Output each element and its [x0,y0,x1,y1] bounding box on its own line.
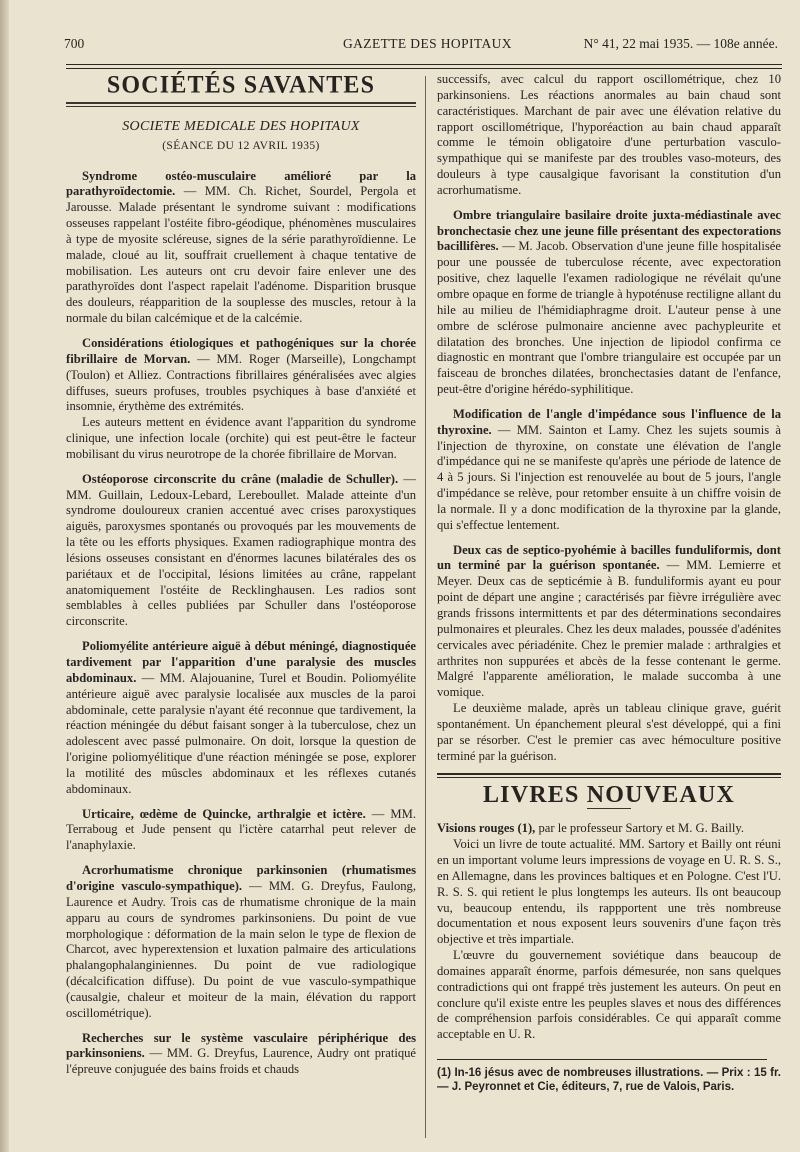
article-entry [66,1031,416,1079]
article-title: Recherches sur le système vasculaire périphérique des parkinsoniens. [66,1030,416,1061]
right-column [437,72,781,1094]
footnote: (1) In-16 jésus avec de nombreuses illustrations. — Prix : 15 fr. — J. Peyronnet et Cie, éditeurs, 7, rue de Valois, Paris. [437,1067,781,1094]
article-authors: — MM. G. Dreyfus, Laurence, Audry ont [149,1046,370,1061]
article-text: Contractions fibrillaires généralisées avec algies diffuses, sueurs profuses, troubles psychiques à base d'anxiété et insomnie, érythème des extrémités. [66,367,417,414]
article-text: Malade atteinte d'un syndrome douloureux cranien accentué avec crises paroxystiques aiguës, paroxysmes spontanés ou provoqués par les mouvements de la tête ou les efforts physiques. Examen radiographique montra des lésions osseuses consistant en d'énormes lacunes bilatérales des os pariétaux et de l'occipital, lésions limitées au crâne, rappelant anatomiquement l'ostéite de Recklinghausen. Les radios sont semblables à celles publiées par Schuller dans l'ostéoporose circonscrite. [66,487,417,629]
page-number: 700 [64,36,85,51]
article-title: Syndrome ostéo-musculaire amélioré par la parathyroïdectomie. [66,168,416,199]
article-entry [437,407,781,534]
article-entry [66,336,416,463]
article-text: pensent qu l'ictère catarrhal peut relever de l'anaphylaxie. [66,822,416,853]
article-entry [66,807,416,855]
article-title: Poliomyélite antérieure aiguë à début méningé, diagnostiquée tardivement par l'apparition d'une paralysie des muscles abdominaux. [66,639,416,685]
header-rule [66,64,782,65]
article-authors: — MM. Sainton et Lamy. [497,422,641,437]
article-authors: — MM. G. Dreyfus, Faulong, Laurence et Audry. [66,878,416,909]
article-authors: — MM. Roger (Marseille), Longchampt (Toulon) et Alliez. [66,351,416,382]
review-text: L'œuvre du gouvernement soviétique dans beaucoup de domaines apparaît énorme, parfois démesurée, non sans quelques contradictions qui ont frappé très justement les auteurs. On peut en conclure qu'il existe entre les peuples slaves et nous des différences de compréhension parfois considérables. Ce qui apparaît comme acceptable en U. R. [437,948,781,1042]
article-text: Les auteurs mettent en évidence avant l'apparition du syndrome clinique, une infection locale (orchite) qui est peut-être le facteur mobilisant du virus neurotrope de la chorée fibrillaire de Morvan. [66,415,416,461]
article-entry [437,208,781,398]
article-entry [437,543,781,765]
article-title: Considérations étiologiques et pathogéniques sur la chorée fibrillaire de Morvan. [66,335,416,366]
short-rule [587,808,631,809]
session-date: (SÉANCE DU 12 AVRIL 1935) [162,139,320,152]
article-entry [66,169,416,327]
article-authors: — MM. Ch. Richet, Sourdel, Pergola et Jarousse. [66,184,416,215]
header-rule-thin [66,68,782,69]
running-header [64,36,782,56]
journal-title: GAZETTE DES HOPITAUX [343,36,512,51]
article-text: Deux cas de septicémie à B. funduliformis ayant eu pour point de départ une angine ; caractérisés par fièvre irrégulière avec grands frissons intermittents et par des déterminations secondaires pulmonaires et pleurales. Chez les deux malades, poussée d'adénites cervicales avec périadénite. Chez le premier malade : arthralgies et arthrites non suppurées et abcès de la fesse contenant le germe. Malgré l'apparente amélioration, le malade succomba à une vomique. [437,574,781,700]
column-divider [425,76,426,1138]
book-review [437,821,781,1043]
article-entry [66,472,416,630]
article-text: Le deuxième malade, après un tableau clinique grave, guérit spontanément. Un épanchement pleural s'est développé, qui a fini par se résorber. C'est le premier cas avec hémoculture positive terminé par la guérison. [437,701,781,763]
article-entry [66,863,416,1021]
issue-info: N° 41, 22 mai 1935. — 108e année. [583,36,778,51]
article-title: Acrorhumatisme chronique parkinsonien (rhumatismes d'origine vasculo-sympathique). [66,863,416,893]
article-text: Malade présentant le syndrome suivant : modifications osseuses rappelant l'ostéite fibro-géodique, phénomènes musculaires à type de myosite scléreuse, signes de la série parathyroïdienne. Le malade, cloué au lit, souffrait cruellement à chaque tentative de mobilisation. Les auteurs ont cru devoir faire enlever une des parathyroïdes dont l'aspect rapelait l'adénome. Disparition brusque des douleurs, réapparition de la souplesse des muscles, retour à la normale du bilan calcémique et de la calcémie. [66,200,416,326]
society-name: SOCIETE MEDICALE DES HOPITAUX [122,118,360,134]
page-edge-shadow [0,0,9,1152]
article-authors: — MM. Lemierre et Meyer. [437,558,781,589]
book-title: Visions rouges (1), [437,821,536,836]
article-text: Poliomyélite antérieure aiguë avec paralysie localisée aux muscles de la paroi abdominale, cette paralysie n'ayant été reconnue que tardivement, la réaction méningée du début faisant songer à la tuberculose, chez un adolescent avec passé pulmonaire. On doit, lorsque la question de l'origine poliomyélitique d'une réaction méningée se pose, explorer la motilité des mûscles abdominaux et les réflexes cutanés abdominaux. [66,670,417,796]
footnote-rule [437,1059,767,1060]
article-title: Deux cas de septico-pyohémie à bacilles funduliformis, dont un terminé par la guérison spontanée. [437,542,781,573]
article-authors: — MM. Terraboug et Jude [66,806,416,837]
left-column [66,71,417,1087]
article-text: pratiqué l'épreuve conjuguée des bains froids et chauds [66,1046,416,1077]
article-text: successifs, avec calcul du rapport oscillométrique, chez 10 parkinsoniens. Les réactions anormales au bain chaud sont caractéristiques. Marchant de pair avec une élévation relative du rapport oscillométrique, l'hyporéaction au bain chaud apparaît comme le témoin obligatoire d'une perturbation vasculo-sympathique qui se manifeste par des troubles vaso-moteurs, des douleurs à type causalgique favorisant la constitution d'un acrorhumatisme. [437,72,781,197]
article-text: Observation d'une jeune fille hospitalisée pour une poussée de tuberculose récente, avec expectoration positive, chez laquelle l'examen radiologique ne révélait qu'une ombre opaque en forme de triangle à hypoténuse rectiligne allant du hile au milieu de l'hémidiaphragme droit. L'auteur pense à une ombre de sclérose pulmonaire ancienne avec pachypleurite et dilatation des bronches. Une injection de lipiodol confirma ce diagnostic en montrant que l'ombre triangulaire est occupée par un faisceau de bronches dilatées, bronchectasies datant de l'enfance, peut-être d'origine hérédo-syphilitique. [437,239,781,397]
section-rule [66,102,416,107]
article-title: Modification de l'angle d'impédance sous l'influence de la thyroxine. [437,406,781,437]
article-text: Chez les sujets soumis à l'injection de thyroxine, on constate une élévation de l'angle d'impédance qui ne se manifeste qu'après une période de latence de 4 à 5 jours. Si l'injection est renouvelée au bout de 5 jours, l'angle d'impédance se relève, pour retomber ensuite à un chiffre voisin de la normale. Il y a donc modification de la thyroxine par la glande, qui s'effectue lentement. [437,422,781,532]
section-title: LIVRES NOUVEAUX [482,782,736,809]
section-title: SOCIÉTÉS SAVANTES [106,71,376,99]
article-entry [66,639,416,797]
article-title: Ostéoporose circonscrite du crâne (maladie de Schuller). [82,471,399,486]
article-authors: — M. Jacob. [502,239,569,254]
article-title: Ombre triangulaire basilaire droite juxta-médiastinale avec bronchectasie chez une jeune fille présentant des expectorations bacillifères. [437,207,781,254]
article-text: Trois cas de rhumatisme chronique de la main apparu au cours de syndromes parkinsoniens. Du point de vue morphologique : déformation de la main selon le type de flexion de Charcot, avec hyperextension et luxation palmaire des articulations phalangophalanginiennes. Du point de vue radiologique (décalcification diffuse). Du point de vue vasculo-sympathique (causalgie, chaleur et moiteur de la main, élévation du rapport oscillométrique). [66,894,416,1020]
article-authors: — MM. Alajouanine, Turel et Boudin. [141,670,347,685]
review-text: Voici un livre de toute actualité. MM. Sartory et Bailly ont réuni en un important volume leurs impressions de voyage en U. R. S. S., en Allemagne, dans les provinces baltiques et en Pologne. C'est l'U. R. S. S. qui retient le plus longtemps les auteurs. Ils ont beaucoup vu, beaucoup entendu, ils rappportent une très nombreuse documentation et nous exposent leurs souvenirs d'une façon très objective et très impartiale. [437,837,781,947]
article-title: Urticaire, œdème de Quincke, arthralgie et ictère. [82,806,366,821]
article-authors: — MM. Guillain, Ledoux-Lebard, Lereboullet. [66,471,416,502]
article-continuation [437,72,781,199]
book-authors: par le professeur Sartory et M. G. Bailly. [538,821,744,836]
section-rule [437,773,781,778]
